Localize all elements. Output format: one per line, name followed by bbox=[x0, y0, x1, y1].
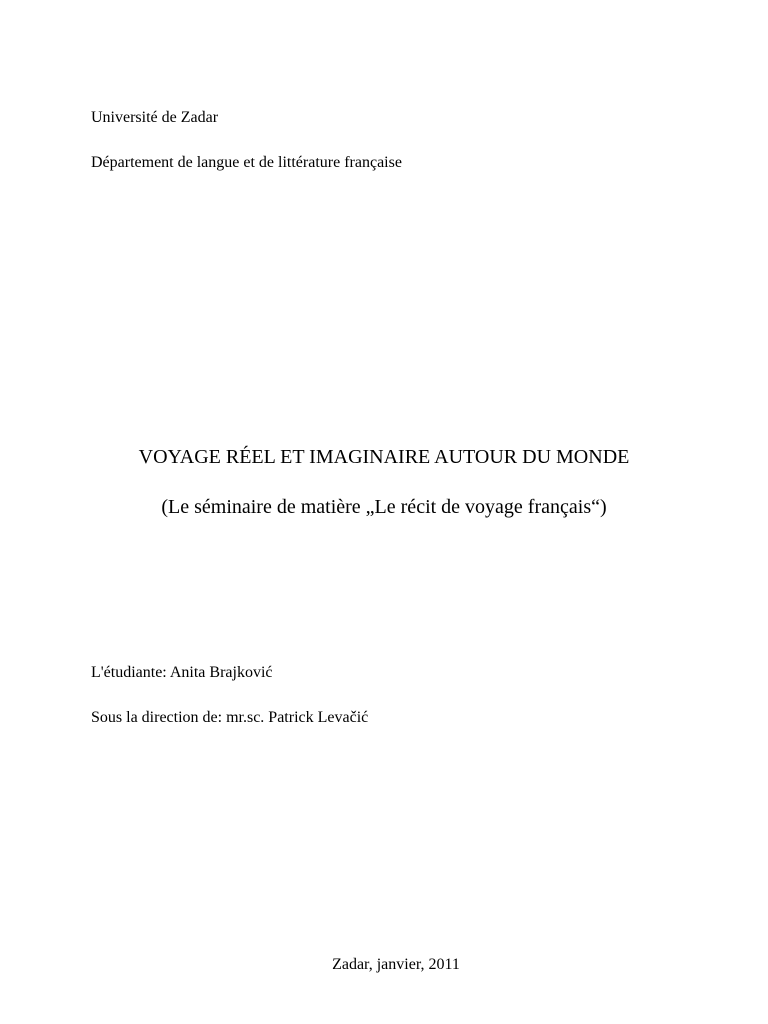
document-subtitle: (Le séminaire de matière „Le récit de voyage français“) bbox=[161, 496, 607, 518]
supervisor-name: Sous la direction de: mr.sc. Patrick Levačić bbox=[91, 709, 369, 726]
department-name: Département de langue et de littérature française bbox=[91, 154, 402, 171]
university-name: Université de Zadar bbox=[91, 109, 219, 126]
place-date: Zadar, janvier, 2011 bbox=[332, 956, 460, 973]
student-name: L'étudiante: Anita Brajković bbox=[91, 664, 273, 681]
document-title: VOYAGE RÉEL ET IMAGINAIRE AUTOUR DU MONDE bbox=[138, 446, 630, 468]
